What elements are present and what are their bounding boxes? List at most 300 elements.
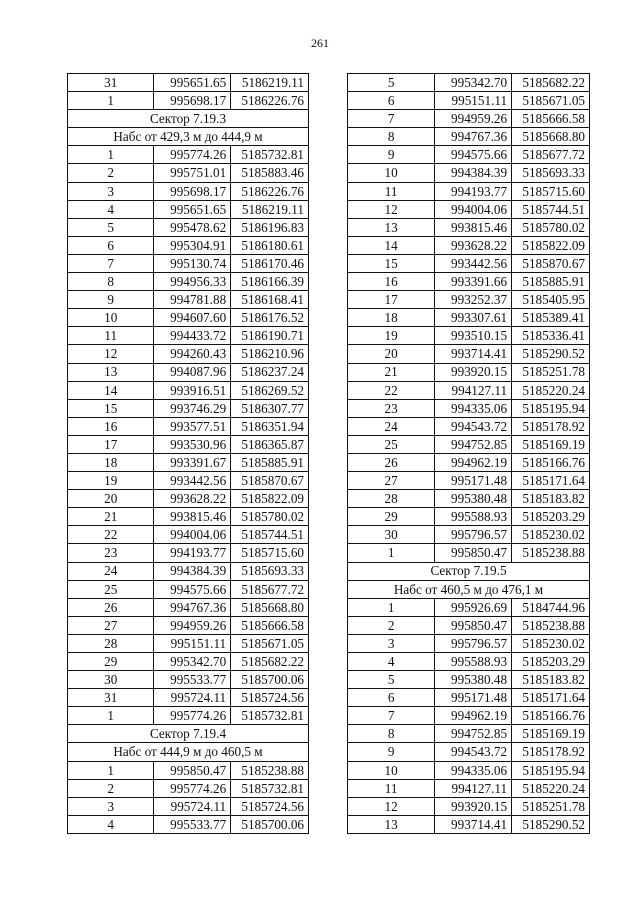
point-number-cell: 1 xyxy=(68,146,154,164)
table-row xyxy=(348,291,590,309)
point-number-cell: 9 xyxy=(348,743,435,761)
x-coordinate-cell: 993714.41 xyxy=(435,815,512,833)
point-number-cell: 8 xyxy=(348,128,435,146)
y-coordinate-cell: 5185169.19 xyxy=(512,435,590,453)
x-coordinate-cell: 993920.15 xyxy=(435,797,512,815)
table-row xyxy=(68,381,309,399)
x-coordinate-cell: 995926.69 xyxy=(435,598,512,616)
x-coordinate-cell: 994127.11 xyxy=(435,779,512,797)
table-row xyxy=(348,634,590,652)
table-row xyxy=(68,218,309,236)
y-coordinate-cell: 5186237.24 xyxy=(231,363,309,381)
y-coordinate-cell: 5184744.96 xyxy=(512,598,590,616)
point-number-cell: 13 xyxy=(68,363,154,381)
x-coordinate-cell: 994959.26 xyxy=(435,110,512,128)
table-row xyxy=(68,508,309,526)
table-row xyxy=(348,761,590,779)
point-number-cell: 2 xyxy=(348,616,435,634)
coordinates-table-left xyxy=(67,73,309,834)
y-coordinate-cell: 5185230.02 xyxy=(512,634,590,652)
y-coordinate-cell: 5185171.64 xyxy=(512,689,590,707)
table-row xyxy=(68,236,309,254)
point-number-cell: 12 xyxy=(348,200,435,218)
table-row xyxy=(68,146,309,164)
x-coordinate-cell: 993442.56 xyxy=(435,254,512,272)
table-row xyxy=(348,254,590,272)
y-coordinate-cell: 5186210.96 xyxy=(231,345,309,363)
y-coordinate-cell: 5185171.64 xyxy=(512,472,590,490)
point-number-cell: 10 xyxy=(68,309,154,327)
table-row xyxy=(348,472,590,490)
y-coordinate-cell: 5186269.52 xyxy=(231,381,309,399)
x-coordinate-cell: 995796.57 xyxy=(435,634,512,652)
table-row xyxy=(68,779,309,797)
y-coordinate-cell: 5186190.71 xyxy=(231,327,309,345)
y-coordinate-cell: 5185666.58 xyxy=(231,616,309,634)
table-row xyxy=(68,164,309,182)
table-row xyxy=(68,797,309,815)
x-coordinate-cell: 994767.36 xyxy=(435,128,512,146)
x-coordinate-cell: 993746.29 xyxy=(154,399,231,417)
sector-header: Набс от 444,9 м до 460,5 м xyxy=(68,743,309,761)
sector-header-row xyxy=(348,562,590,580)
point-number-cell: 6 xyxy=(348,92,435,110)
x-coordinate-cell: 995850.47 xyxy=(154,761,231,779)
table-row xyxy=(68,291,309,309)
table-row xyxy=(68,273,309,291)
table-row xyxy=(348,110,590,128)
point-number-cell: 5 xyxy=(348,671,435,689)
table-row xyxy=(348,182,590,200)
y-coordinate-cell: 5186365.87 xyxy=(231,435,309,453)
x-coordinate-cell: 995751.01 xyxy=(154,164,231,182)
sector-header-row xyxy=(68,743,309,761)
table-row xyxy=(68,435,309,453)
x-coordinate-cell: 994193.77 xyxy=(154,544,231,562)
table-row xyxy=(348,164,590,182)
point-number-cell: 14 xyxy=(348,236,435,254)
table-row xyxy=(68,200,309,218)
y-coordinate-cell: 5185169.19 xyxy=(512,725,590,743)
point-number-cell: 11 xyxy=(68,327,154,345)
y-coordinate-cell: 5185166.76 xyxy=(512,453,590,471)
point-number-cell: 13 xyxy=(348,218,435,236)
point-number-cell: 23 xyxy=(348,399,435,417)
x-coordinate-cell: 995796.57 xyxy=(435,526,512,544)
sector-header: Сектор 7.19.5 xyxy=(348,562,590,580)
point-number-cell: 1 xyxy=(348,598,435,616)
table-row xyxy=(68,815,309,833)
x-coordinate-cell: 994962.19 xyxy=(435,707,512,725)
point-number-cell: 6 xyxy=(348,689,435,707)
y-coordinate-cell: 5185744.51 xyxy=(231,526,309,544)
x-coordinate-cell: 995850.47 xyxy=(435,544,512,562)
point-number-cell: 26 xyxy=(68,598,154,616)
point-number-cell: 17 xyxy=(68,435,154,453)
y-coordinate-cell: 5185732.81 xyxy=(231,779,309,797)
point-number-cell: 14 xyxy=(68,381,154,399)
point-number-cell: 29 xyxy=(68,653,154,671)
table-row xyxy=(348,616,590,634)
table-row xyxy=(348,399,590,417)
x-coordinate-cell: 995588.93 xyxy=(435,508,512,526)
y-coordinate-cell: 5185883.46 xyxy=(231,164,309,182)
x-coordinate-cell: 994962.19 xyxy=(435,453,512,471)
point-number-cell: 18 xyxy=(68,453,154,471)
point-number-cell: 9 xyxy=(348,146,435,164)
sector-header: Сектор 7.19.4 xyxy=(68,725,309,743)
x-coordinate-cell: 994752.85 xyxy=(435,435,512,453)
table-row xyxy=(348,200,590,218)
table-row xyxy=(348,508,590,526)
x-coordinate-cell: 993714.41 xyxy=(435,345,512,363)
point-number-cell: 1 xyxy=(348,544,435,562)
y-coordinate-cell: 5185715.60 xyxy=(231,544,309,562)
y-coordinate-cell: 5185183.82 xyxy=(512,671,590,689)
table-row xyxy=(348,345,590,363)
x-coordinate-cell: 995171.48 xyxy=(435,472,512,490)
x-coordinate-cell: 993577.51 xyxy=(154,417,231,435)
point-number-cell: 12 xyxy=(68,345,154,363)
x-coordinate-cell: 995304.91 xyxy=(154,236,231,254)
table-row xyxy=(68,689,309,707)
y-coordinate-cell: 5185166.76 xyxy=(512,707,590,725)
y-coordinate-cell: 5185724.56 xyxy=(231,689,309,707)
y-coordinate-cell: 5185238.88 xyxy=(512,616,590,634)
table-row xyxy=(348,526,590,544)
x-coordinate-cell: 995651.65 xyxy=(154,74,231,92)
y-coordinate-cell: 5185700.06 xyxy=(231,671,309,689)
sector-header-row xyxy=(68,725,309,743)
page-number: 261 xyxy=(311,36,329,50)
point-number-cell: 7 xyxy=(348,707,435,725)
sector-header-row xyxy=(348,580,590,598)
point-number-cell: 8 xyxy=(348,725,435,743)
point-number-cell: 16 xyxy=(348,273,435,291)
point-number-cell: 27 xyxy=(68,616,154,634)
point-number-cell: 24 xyxy=(68,562,154,580)
x-coordinate-cell: 995342.70 xyxy=(154,653,231,671)
y-coordinate-cell: 5185732.81 xyxy=(231,707,309,725)
point-number-cell: 7 xyxy=(68,254,154,272)
y-coordinate-cell: 5185238.88 xyxy=(231,761,309,779)
x-coordinate-cell: 995698.17 xyxy=(154,92,231,110)
table-row xyxy=(68,562,309,580)
x-coordinate-cell: 993391.66 xyxy=(435,273,512,291)
x-coordinate-cell: 995850.47 xyxy=(435,616,512,634)
point-number-cell: 5 xyxy=(348,74,435,92)
point-number-cell: 29 xyxy=(348,508,435,526)
y-coordinate-cell: 5186226.76 xyxy=(231,182,309,200)
y-coordinate-cell: 5185693.33 xyxy=(231,562,309,580)
y-coordinate-cell: 5185336.41 xyxy=(512,327,590,345)
point-number-cell: 4 xyxy=(348,653,435,671)
y-coordinate-cell: 5185290.52 xyxy=(512,815,590,833)
point-number-cell: 8 xyxy=(68,273,154,291)
table-row xyxy=(68,761,309,779)
table-row xyxy=(348,653,590,671)
y-coordinate-cell: 5185780.02 xyxy=(231,508,309,526)
point-number-cell: 2 xyxy=(68,779,154,797)
point-number-cell: 20 xyxy=(68,490,154,508)
table-row xyxy=(348,218,590,236)
x-coordinate-cell: 994575.66 xyxy=(435,146,512,164)
y-coordinate-cell: 5185885.91 xyxy=(231,453,309,471)
table-row xyxy=(348,707,590,725)
point-number-cell: 31 xyxy=(68,689,154,707)
x-coordinate-cell: 995151.11 xyxy=(154,634,231,652)
x-coordinate-cell: 994384.39 xyxy=(154,562,231,580)
x-coordinate-cell: 994781.88 xyxy=(154,291,231,309)
x-coordinate-cell: 995380.48 xyxy=(435,671,512,689)
y-coordinate-cell: 5185389.41 xyxy=(512,309,590,327)
coordinates-table-right xyxy=(347,73,590,834)
y-coordinate-cell: 5186226.76 xyxy=(231,92,309,110)
table-row xyxy=(68,417,309,435)
table-row xyxy=(348,236,590,254)
sector-header: Сектор 7.19.3 xyxy=(68,110,309,128)
y-coordinate-cell: 5185885.91 xyxy=(512,273,590,291)
x-coordinate-cell: 993628.22 xyxy=(154,490,231,508)
x-coordinate-cell: 994087.96 xyxy=(154,363,231,381)
y-coordinate-cell: 5185290.52 xyxy=(512,345,590,363)
sector-header-row xyxy=(68,128,309,146)
y-coordinate-cell: 5185677.72 xyxy=(231,580,309,598)
table-row xyxy=(68,616,309,634)
point-number-cell: 1 xyxy=(68,92,154,110)
x-coordinate-cell: 993916.51 xyxy=(154,381,231,399)
x-coordinate-cell: 993252.37 xyxy=(435,291,512,309)
table-row xyxy=(348,327,590,345)
x-coordinate-cell: 995774.26 xyxy=(154,146,231,164)
point-number-cell: 17 xyxy=(348,291,435,309)
y-coordinate-cell: 5185780.02 xyxy=(512,218,590,236)
point-number-cell: 26 xyxy=(348,453,435,471)
x-coordinate-cell: 995724.11 xyxy=(154,689,231,707)
y-coordinate-cell: 5185405.95 xyxy=(512,291,590,309)
x-coordinate-cell: 995533.77 xyxy=(154,815,231,833)
table-row xyxy=(348,309,590,327)
table-row xyxy=(68,544,309,562)
table-row xyxy=(348,381,590,399)
table-row xyxy=(348,92,590,110)
point-number-cell: 25 xyxy=(68,580,154,598)
x-coordinate-cell: 993391.67 xyxy=(154,453,231,471)
y-coordinate-cell: 5185744.51 xyxy=(512,200,590,218)
coordinates-table-right-body xyxy=(348,74,590,834)
point-number-cell: 15 xyxy=(348,254,435,272)
table-row xyxy=(68,363,309,381)
table-row xyxy=(68,92,309,110)
table-row xyxy=(68,254,309,272)
table-row xyxy=(68,653,309,671)
table-row xyxy=(68,345,309,363)
y-coordinate-cell: 5185671.05 xyxy=(231,634,309,652)
point-number-cell: 3 xyxy=(348,634,435,652)
point-number-cell: 4 xyxy=(68,200,154,218)
x-coordinate-cell: 995130.74 xyxy=(154,254,231,272)
x-coordinate-cell: 994004.06 xyxy=(435,200,512,218)
x-coordinate-cell: 995774.26 xyxy=(154,779,231,797)
y-coordinate-cell: 5186219.11 xyxy=(231,74,309,92)
x-coordinate-cell: 995478.62 xyxy=(154,218,231,236)
x-coordinate-cell: 993920.15 xyxy=(435,363,512,381)
point-number-cell: 4 xyxy=(68,815,154,833)
y-coordinate-cell: 5186307.77 xyxy=(231,399,309,417)
x-coordinate-cell: 994004.06 xyxy=(154,526,231,544)
x-coordinate-cell: 994335.06 xyxy=(435,761,512,779)
table-row xyxy=(348,779,590,797)
x-coordinate-cell: 995380.48 xyxy=(435,490,512,508)
point-number-cell: 13 xyxy=(348,815,435,833)
y-coordinate-cell: 5185822.09 xyxy=(512,236,590,254)
table-row xyxy=(68,327,309,345)
table-row xyxy=(68,453,309,471)
sector-header: Набс от 429,3 м до 444,9 м xyxy=(68,128,309,146)
table-row xyxy=(348,417,590,435)
point-number-cell: 7 xyxy=(348,110,435,128)
y-coordinate-cell: 5185178.92 xyxy=(512,743,590,761)
x-coordinate-cell: 995533.77 xyxy=(154,671,231,689)
table-row xyxy=(348,743,590,761)
y-coordinate-cell: 5185666.58 xyxy=(512,110,590,128)
point-number-cell: 5 xyxy=(68,218,154,236)
x-coordinate-cell: 994543.72 xyxy=(435,417,512,435)
point-number-cell: 9 xyxy=(68,291,154,309)
x-coordinate-cell: 995588.93 xyxy=(435,653,512,671)
y-coordinate-cell: 5185195.94 xyxy=(512,399,590,417)
table-row xyxy=(348,725,590,743)
y-coordinate-cell: 5185203.29 xyxy=(512,508,590,526)
table-row xyxy=(68,598,309,616)
x-coordinate-cell: 994752.85 xyxy=(435,725,512,743)
y-coordinate-cell: 5186170.46 xyxy=(231,254,309,272)
x-coordinate-cell: 994575.66 xyxy=(154,580,231,598)
y-coordinate-cell: 5185822.09 xyxy=(231,490,309,508)
x-coordinate-cell: 993815.46 xyxy=(154,508,231,526)
y-coordinate-cell: 5185682.22 xyxy=(231,653,309,671)
x-coordinate-cell: 995724.11 xyxy=(154,797,231,815)
point-number-cell: 23 xyxy=(68,544,154,562)
y-coordinate-cell: 5185251.78 xyxy=(512,363,590,381)
table-row xyxy=(68,634,309,652)
y-coordinate-cell: 5185870.67 xyxy=(231,472,309,490)
y-coordinate-cell: 5185715.60 xyxy=(512,182,590,200)
y-coordinate-cell: 5185724.56 xyxy=(231,797,309,815)
x-coordinate-cell: 994959.26 xyxy=(154,616,231,634)
y-coordinate-cell: 5186180.61 xyxy=(231,236,309,254)
table-row xyxy=(68,671,309,689)
x-coordinate-cell: 994767.36 xyxy=(154,598,231,616)
table-row xyxy=(68,309,309,327)
point-number-cell: 28 xyxy=(68,634,154,652)
sector-header-row xyxy=(68,110,309,128)
y-coordinate-cell: 5185238.88 xyxy=(512,544,590,562)
x-coordinate-cell: 993815.46 xyxy=(435,218,512,236)
point-number-cell: 18 xyxy=(348,309,435,327)
point-number-cell: 20 xyxy=(348,345,435,363)
point-number-cell: 30 xyxy=(348,526,435,544)
y-coordinate-cell: 5185203.29 xyxy=(512,653,590,671)
y-coordinate-cell: 5185251.78 xyxy=(512,797,590,815)
coordinates-table-left-body xyxy=(68,74,309,834)
point-number-cell: 11 xyxy=(348,779,435,797)
y-coordinate-cell: 5185693.33 xyxy=(512,164,590,182)
table-row xyxy=(348,598,590,616)
x-coordinate-cell: 995151.11 xyxy=(435,92,512,110)
point-number-cell: 3 xyxy=(68,797,154,815)
x-coordinate-cell: 993442.56 xyxy=(154,472,231,490)
x-coordinate-cell: 993510.15 xyxy=(435,327,512,345)
x-coordinate-cell: 995651.65 xyxy=(154,200,231,218)
point-number-cell: 31 xyxy=(68,74,154,92)
point-number-cell: 22 xyxy=(348,381,435,399)
table-row xyxy=(68,580,309,598)
point-number-cell: 3 xyxy=(68,182,154,200)
point-number-cell: 1 xyxy=(68,761,154,779)
y-coordinate-cell: 5185668.80 xyxy=(512,128,590,146)
x-coordinate-cell: 994127.11 xyxy=(435,381,512,399)
y-coordinate-cell: 5185671.05 xyxy=(512,92,590,110)
table-row xyxy=(348,363,590,381)
table-row xyxy=(348,544,590,562)
y-coordinate-cell: 5185178.92 xyxy=(512,417,590,435)
x-coordinate-cell: 994260.43 xyxy=(154,345,231,363)
y-coordinate-cell: 5185668.80 xyxy=(231,598,309,616)
x-coordinate-cell: 994956.33 xyxy=(154,273,231,291)
y-coordinate-cell: 5185677.72 xyxy=(512,146,590,164)
table-row xyxy=(348,146,590,164)
x-coordinate-cell: 995171.48 xyxy=(435,689,512,707)
point-number-cell: 19 xyxy=(348,327,435,345)
x-coordinate-cell: 994543.72 xyxy=(435,743,512,761)
table-row xyxy=(348,273,590,291)
y-coordinate-cell: 5186168.41 xyxy=(231,291,309,309)
x-coordinate-cell: 994384.39 xyxy=(435,164,512,182)
point-number-cell: 1 xyxy=(68,707,154,725)
table-row xyxy=(68,182,309,200)
table-row xyxy=(348,689,590,707)
table-row xyxy=(348,490,590,508)
x-coordinate-cell: 995698.17 xyxy=(154,182,231,200)
point-number-cell: 10 xyxy=(348,761,435,779)
x-coordinate-cell: 994193.77 xyxy=(435,182,512,200)
point-number-cell: 11 xyxy=(348,182,435,200)
point-number-cell: 19 xyxy=(68,472,154,490)
y-coordinate-cell: 5185220.24 xyxy=(512,779,590,797)
y-coordinate-cell: 5185682.22 xyxy=(512,74,590,92)
point-number-cell: 21 xyxy=(68,508,154,526)
point-number-cell: 30 xyxy=(68,671,154,689)
x-coordinate-cell: 993307.61 xyxy=(435,309,512,327)
y-coordinate-cell: 5185183.82 xyxy=(512,490,590,508)
table-row xyxy=(68,74,309,92)
y-coordinate-cell: 5185870.67 xyxy=(512,254,590,272)
point-number-cell: 2 xyxy=(68,164,154,182)
point-number-cell: 6 xyxy=(68,236,154,254)
point-number-cell: 22 xyxy=(68,526,154,544)
table-row xyxy=(68,399,309,417)
y-coordinate-cell: 5185230.02 xyxy=(512,526,590,544)
point-number-cell: 25 xyxy=(348,435,435,453)
table-row xyxy=(348,453,590,471)
point-number-cell: 27 xyxy=(348,472,435,490)
sector-header: Набс от 460,5 м до 476,1 м xyxy=(348,580,590,598)
y-coordinate-cell: 5186196.83 xyxy=(231,218,309,236)
y-coordinate-cell: 5185732.81 xyxy=(231,146,309,164)
table-row xyxy=(68,526,309,544)
point-number-cell: 10 xyxy=(348,164,435,182)
